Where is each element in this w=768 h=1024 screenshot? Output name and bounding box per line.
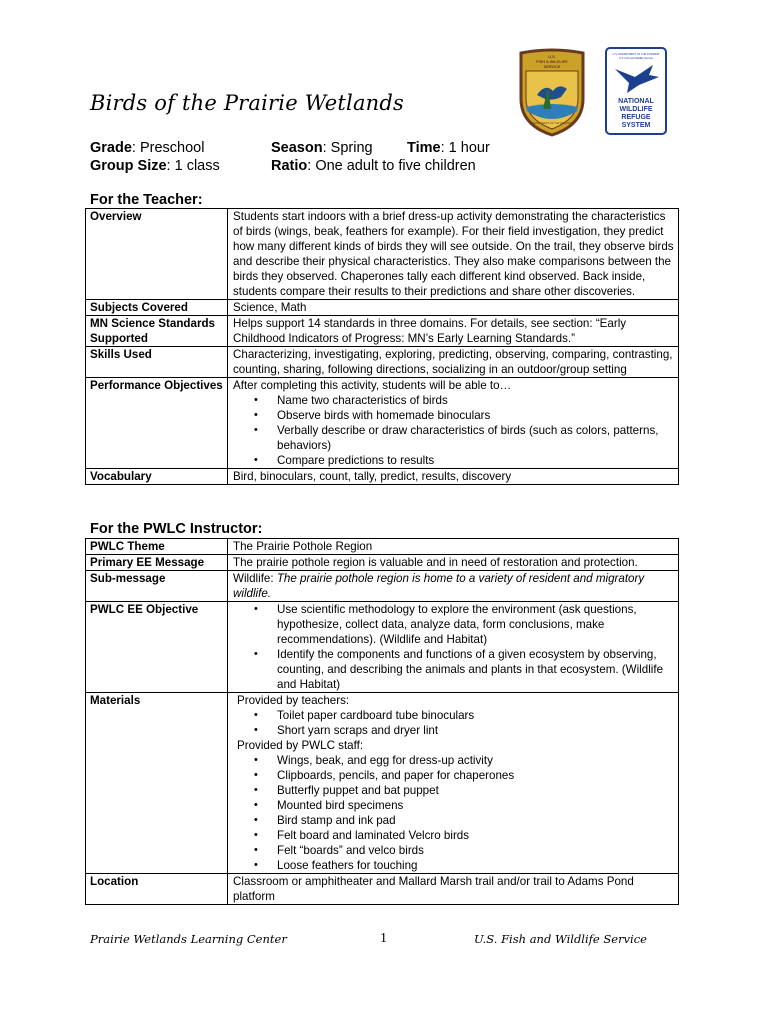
instructor-section-heading: For the PWLC Instructor: <box>90 521 263 537</box>
list-item: • Bird stamp and ink pad <box>277 813 675 828</box>
document-title: Birds of the Prairie Wetlands <box>90 91 405 115</box>
ratio-value: One adult to five children <box>315 158 476 174</box>
table-row <box>86 209 679 300</box>
objectives-label: Performance Objectives <box>86 378 228 469</box>
sub-message-label: Sub-message <box>86 571 228 602</box>
list-item: • Clipboards, pencils, and paper for chaperones <box>277 768 675 783</box>
fws-logo-line-4: DEPARTMENT OF THE INTERIOR <box>531 122 573 125</box>
overview-label: Overview <box>86 209 228 300</box>
materials-label: Materials <box>86 693 228 874</box>
footer-left: Prairie Wetlands Learning Center <box>90 932 287 946</box>
season-value: Spring <box>330 140 373 156</box>
nwrs-line-3: REFUGE <box>621 114 651 121</box>
vocabulary-label: Vocabulary <box>86 469 228 485</box>
grade-value: Preschool <box>139 140 205 156</box>
table-row <box>86 874 679 905</box>
list-item: • Loose feathers for touching <box>277 858 675 873</box>
sub-message-prefix: Wildlife: <box>233 572 274 585</box>
primary-message-label: Primary EE Message <box>86 555 228 571</box>
table-row <box>86 300 679 316</box>
objectives-cell <box>228 378 679 469</box>
time-value: 1 hour <box>448 140 490 156</box>
table-row <box>86 571 679 602</box>
table-row <box>86 378 679 469</box>
ee-objective-label: PWLC EE Objective <box>86 602 228 693</box>
objectives-list <box>233 393 675 468</box>
objectives-intro: After completing this activity, students will be able to… <box>233 379 512 392</box>
fws-logo-line-3: SERVICE <box>543 65 561 69</box>
materials-cell <box>228 693 679 874</box>
list-item: • Verbally describe or draw characteristics of birds (such as colors, patterns, behaviors) <box>277 423 675 453</box>
fws-logo-line-2: FISH & WILDLIFE <box>536 60 568 64</box>
table-row <box>86 602 679 693</box>
group-size-info: Group Size: 1 class <box>90 158 220 174</box>
season-info: Season: Spring <box>271 140 373 156</box>
ratio-label: Ratio <box>271 158 308 174</box>
list-item: • Felt board and laminated Velcro birds <box>277 828 675 843</box>
list-item: • Identify the components and functions of a given ecosystem by observing, counting, and describing the animals and plants in that ecosystem. (Wildlife and Habitat) <box>277 647 675 692</box>
nwrs-line-1: NATIONAL <box>618 98 654 105</box>
staff-materials-list <box>233 753 675 873</box>
list-item: • Butterfly puppet and bat puppet <box>277 783 675 798</box>
teacher-section-heading: For the Teacher: <box>90 192 203 208</box>
fws-logo-line-1: U.S. <box>548 54 556 59</box>
location-text: Classroom or amphitheater and Mallard Marsh trail and/or trail to Adams Pond platform <box>228 874 679 905</box>
skills-label: Skills Used <box>86 347 228 378</box>
sub-message-cell <box>228 571 679 602</box>
season-label: Season <box>271 140 323 156</box>
footer-right: U.S. Fish and Wildlife Service <box>474 932 647 946</box>
list-item: • Mounted bird specimens <box>277 798 675 813</box>
instructor-table <box>85 538 679 905</box>
teacher-table <box>85 208 679 485</box>
standards-text: Helps support 14 standards in three domains. For details, see section: “Early Childhood Indicators of Progress: MN’s Early Learning Standards.” <box>228 316 679 347</box>
time-info: Time: 1 hour <box>407 140 490 156</box>
list-item: • Wings, beak, and egg for dress-up activity <box>277 753 675 768</box>
list-item: • Name two characteristics of birds <box>277 393 675 408</box>
list-item: • Use scientific methodology to explore the environment (ask questions, hypothesize, collect data, analyze data, form conclusions, make recommendations). (Wildlife and Habitat) <box>277 602 675 647</box>
ee-objective-cell <box>228 602 679 693</box>
teachers-materials-list <box>233 708 675 738</box>
subjects-text: Science, Math <box>228 300 679 316</box>
teachers-materials-intro: Provided by teachers: <box>237 694 350 707</box>
list-item: • Toilet paper cardboard tube binoculars <box>277 708 675 723</box>
grade-info: Grade: Preschool <box>90 140 205 156</box>
theme-label: PWLC Theme <box>86 539 228 555</box>
group-size-label: Group Size <box>90 158 167 174</box>
table-row <box>86 555 679 571</box>
nwrs-small-line-2: U.S. Fish and Wildlife Service <box>618 57 654 60</box>
ratio-info: Ratio: One adult to five children <box>271 158 476 174</box>
table-row <box>86 693 679 874</box>
nwrs-small-line-1: U.S. DEPARTMENT OF THE INTERIOR <box>612 53 660 56</box>
table-row <box>86 347 679 378</box>
nwrs-line-4: SYSTEM <box>621 122 651 129</box>
list-item: • Short yarn scraps and dryer lint <box>277 723 675 738</box>
group-size-value: 1 class <box>174 158 220 174</box>
page-number: 1 <box>380 931 387 946</box>
subjects-label: Subjects Covered <box>86 300 228 316</box>
skills-text: Characterizing, investigating, exploring, predicting, observing, comparing, contrasting, counting, sharing, following directions, socializing in an outdoor/group setting <box>228 347 679 378</box>
ee-objective-list <box>233 602 675 692</box>
table-row <box>86 539 679 555</box>
list-item: • Compare predictions to results <box>277 453 675 468</box>
table-row <box>86 316 679 347</box>
nwrs-logo <box>605 47 667 135</box>
location-label: Location <box>86 874 228 905</box>
grade-label: Grade <box>90 140 132 156</box>
staff-materials-intro: Provided by PWLC staff: <box>237 739 364 752</box>
table-row <box>86 469 679 485</box>
fws-shield-logo <box>515 47 589 137</box>
overview-text: Students start indoors with a brief dress-up activity demonstrating the characteristics of birds (wings, beak, feathers for example). For their field investigation, they predict how many different kinds of birds they will see outside. On the trail, they observe birds and describe their physical characteristics. They also make comparisons between the birds they observed. Chaperones tally each different kind observed. Back inside, students compare their results to their predictions and share other discoveries. <box>228 209 679 300</box>
vocabulary-text: Bird, binoculars, count, tally, predict, results, discovery <box>228 469 679 485</box>
nwrs-line-2: WILDLIFE <box>619 106 653 113</box>
theme-text: The Prairie Pothole Region <box>228 539 679 555</box>
list-item: • Felt “boards” and velco birds <box>277 843 675 858</box>
list-item: • Observe birds with homemade binoculars <box>277 408 675 423</box>
time-label: Time <box>407 140 441 156</box>
sub-message-text: The prairie pothole region is home to a variety of resident and migratory wildlife. <box>233 572 645 600</box>
primary-message-text: The prairie pothole region is valuable and in need of restoration and protection. <box>228 555 679 571</box>
standards-label: MN Science Standards Supported <box>86 316 228 347</box>
